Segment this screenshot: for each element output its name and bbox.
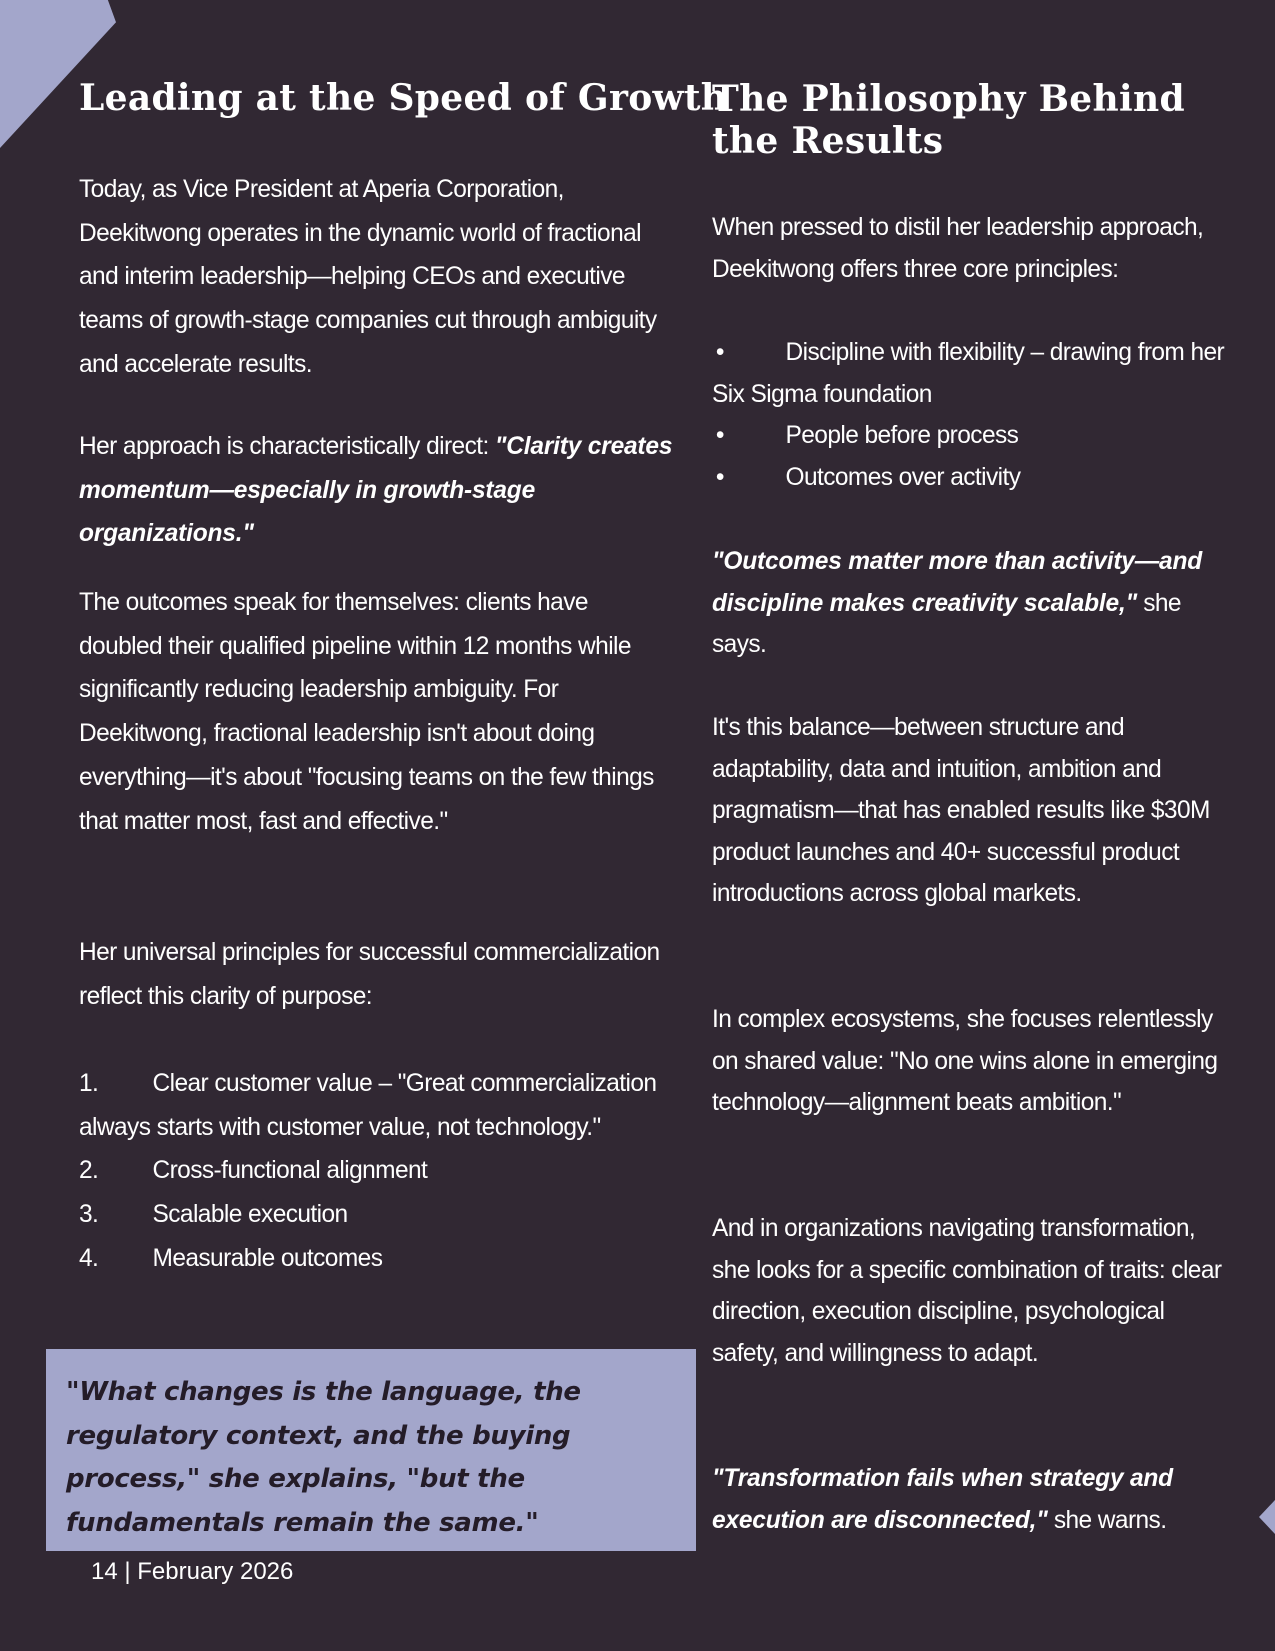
right-paragraph-2: It's this balance—between structure and adaptability, data and intuition, ambition and pragmatism—that has enabled results like $30M product launches and 40+ successful product introductions across global markets.: [712, 713, 1210, 908]
list-item: 2. Cross-functional alignment: [79, 1156, 428, 1185]
edge-decoration: [1259, 1500, 1275, 1534]
list-item: 4. Measurable outcomes: [79, 1243, 383, 1272]
transformation-quote: "Transformation fails when strategy and execution are disconnected,": [712, 1464, 1173, 1534]
page-footer: 14 | February 2026: [91, 1558, 294, 1585]
clarity-quote: "Clarity creates momentum—especially in growth-stage organizations.": [79, 432, 673, 548]
corner-decoration: [0, 0, 116, 148]
right-paragraph-3: In complex ecosystems, she focuses relentlessly on shared value: "No one wins alone in emerging technology—alignment beats ambition.": [712, 1005, 1218, 1117]
outcomes-quote: "Outcomes matter more than activity—and discipline makes creativity scalable,": [712, 547, 1203, 617]
left-paragraph-4: Her universal principles for successful commercialization reflect this clarity of purpose:: [79, 938, 660, 1010]
list-item: • Outcomes over activity: [712, 457, 1227, 499]
outcomes-quote-paragraph: "Outcomes matter more than activity—and discipline makes creativity scalable," she says.: [712, 547, 1203, 659]
list-item: 3. Scalable execution: [79, 1200, 348, 1229]
right-heading: The Philosophy Behind the Results: [712, 78, 1185, 162]
principles-list: [79, 1062, 677, 1281]
left-paragraph-1: Today, as Vice President at Aperia Corporation, Deekitwong operates in the dynamic world of fractional and interim leadership—helping CEOs and executive teams of growth-stage companies cut through ambiguity and accelerate results.: [79, 175, 657, 378]
transformation-quote-paragraph: "Transformation fails when strategy and execution are disconnected," she warns.: [712, 1464, 1173, 1534]
left-paragraph-3: The outcomes speak for themselves: clients have doubled their qualified pipeline within 12 months while significantly reducing leadership ambiguity. For Deekitwong, fractional leadership isn't about doing everything—it's about "focusing teams on the few things that matter most, fast and effective.": [79, 588, 654, 835]
pull-quote-text: "What changes is the language, the regulatory context, and the buying process," she explains, "but the fundamentals remain the same.": [66, 1377, 581, 1538]
left-paragraph-2-intro: Her approach is characteristically direct:: [79, 432, 495, 460]
list-item: • People before process: [712, 415, 1227, 457]
principles-bullets: [712, 332, 1227, 498]
left-paragraph-2: [79, 425, 677, 556]
left-heading: Leading at the Speed of Growth: [79, 77, 728, 119]
bullet-icon: •: [715, 338, 724, 366]
list-item: • Discipline with flexibility – drawing from her Six Sigma foundation: [712, 332, 1227, 415]
bullet-icon: •: [715, 462, 724, 491]
list-item: 1. Clear customer value – "Great commercialization always starts with customer value, not technology.": [79, 1069, 657, 1141]
bullet-icon: •: [715, 421, 724, 450]
right-paragraph-1: When pressed to distil her leadership approach, Deekitwong offers three core principles:: [712, 213, 1204, 283]
pull-quote-box: [46, 1349, 696, 1551]
right-paragraph-4: And in organizations navigating transformation, she looks for a specific combination of traits: clear direction, execution discipline, psychological safety, and willingness to adapt.: [712, 1214, 1222, 1367]
